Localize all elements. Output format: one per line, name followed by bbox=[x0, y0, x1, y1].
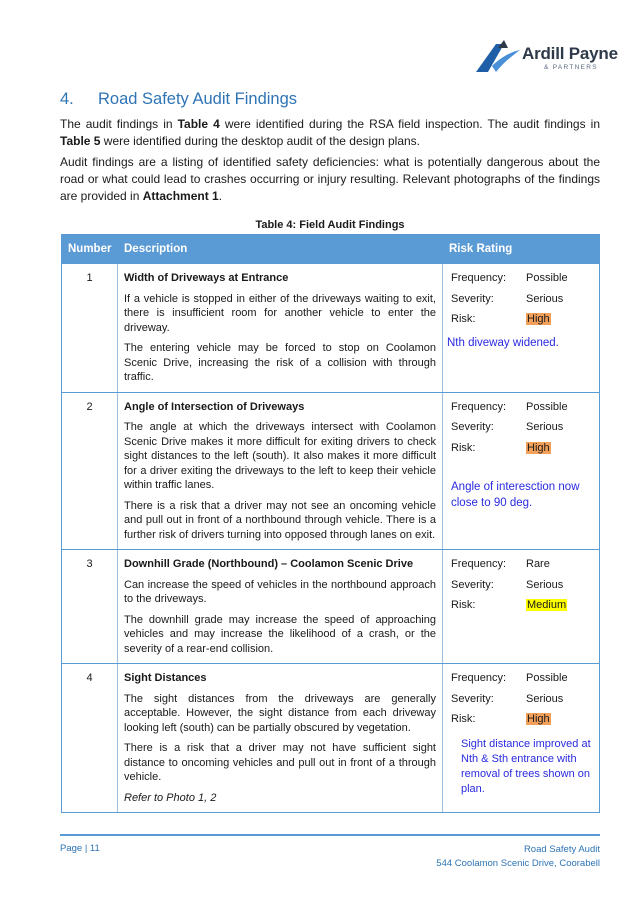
frequency-label: Frequency: bbox=[451, 672, 507, 684]
finding-text: There is a risk that a driver may not have sufficient sight distance to oncoming vehicles and pull out in front of a through vehicle. bbox=[124, 742, 436, 783]
finding-text: The angle at which the driveways intersect with Coolamon Scenic Drive makes it more difficult for exiting drivers to check sight distances to the left (south). It also makes it more difficult for a driver exiting the driveways to the left to keep their vehicle within traffic lanes. bbox=[124, 421, 436, 491]
risk-value-badge: High bbox=[527, 313, 550, 325]
severity-label: Severity: bbox=[451, 292, 494, 305]
risk-line bbox=[451, 712, 593, 733]
risk-line bbox=[451, 312, 593, 333]
risk-line bbox=[451, 598, 593, 619]
severity-label: Severity: bbox=[451, 692, 494, 705]
risk-value-badge: High bbox=[527, 441, 550, 454]
frequency-label: Frequency: bbox=[451, 558, 507, 570]
frequency-label: Frequency: bbox=[451, 400, 507, 413]
risk-value-badge: Medium bbox=[527, 599, 567, 611]
footer-divider bbox=[60, 834, 600, 836]
frequency-label: Frequency: bbox=[451, 272, 507, 284]
company-logo bbox=[474, 38, 618, 74]
table-ref: Table 5 bbox=[60, 134, 101, 148]
section-number: 4. bbox=[60, 90, 74, 108]
severity-line bbox=[451, 578, 593, 599]
footer-address: 544 Coolamon Scenic Drive, Coorabell bbox=[436, 858, 600, 869]
finding-title: Downhill Grade (Northbound) – Coolamon Scenic Drive bbox=[124, 558, 414, 570]
row-number: 1 bbox=[62, 264, 118, 393]
frequency-value: Possible bbox=[526, 400, 568, 413]
table-caption: Table 4: Field Audit Findings bbox=[255, 219, 405, 231]
section-title: Road Safety Audit Findings bbox=[98, 90, 298, 108]
logo-name: Ardill Payne bbox=[522, 44, 618, 63]
intro-text: were identified during the RSA field inspection. The audit findings in bbox=[219, 117, 600, 131]
header-number: Number bbox=[62, 235, 118, 264]
intro-text: . bbox=[218, 189, 223, 203]
finding-title: Width of Driveways at Entrance bbox=[124, 272, 289, 284]
table-row bbox=[62, 392, 600, 550]
finding-text: Can increase the speed of vehicles in the northbound approach to the driveways. bbox=[124, 578, 436, 605]
handwritten-note: Nth diveway widened. bbox=[447, 336, 559, 349]
table-row bbox=[62, 664, 600, 813]
table-row bbox=[62, 264, 600, 393]
table-ref: Table 4 bbox=[177, 117, 220, 131]
row-number: 4 bbox=[62, 664, 118, 813]
frequency-line bbox=[451, 671, 593, 692]
intro-text: The audit findings in bbox=[60, 117, 178, 131]
risk-value-badge: High bbox=[527, 713, 550, 725]
attachment-ref: Attachment 1 bbox=[142, 189, 219, 203]
logo-sub: & PARTNERS bbox=[544, 64, 598, 71]
severity-value: Serious bbox=[526, 692, 564, 705]
finding-text: There is a risk that a driver may not see an oncoming vehicle and pull out in front of a northbound through vehicle. There is a further risk of drivers turning into opposed through lanes on exit. bbox=[124, 499, 436, 541]
severity-value: Serious bbox=[526, 292, 564, 305]
header-risk-rating: Risk Rating bbox=[443, 235, 600, 264]
severity-line bbox=[451, 292, 593, 313]
photo-reference: Refer to Photo 1, 2 bbox=[124, 791, 217, 804]
logo-swoosh-icon bbox=[474, 38, 520, 74]
row-risk-rating bbox=[443, 264, 600, 393]
row-description bbox=[118, 392, 443, 550]
row-risk-rating bbox=[443, 664, 600, 813]
intro-text: were identified during the desktop audit of the design plans. bbox=[100, 134, 421, 148]
risk-label: Risk: bbox=[451, 313, 476, 325]
handwritten-note: Sight distance improved at Nth & Sth entrance with removal of trees shown on plan. bbox=[461, 737, 591, 795]
severity-value: Serious bbox=[526, 421, 564, 433]
finding-text: The sight distances from the driveways are generally acceptable. However, the sight distance from each driveway looking left (south) can be partially obscured by vegetation. bbox=[124, 692, 436, 734]
table-header-row bbox=[62, 235, 600, 264]
finding-title: Sight Distances bbox=[124, 672, 207, 684]
row-description bbox=[118, 264, 443, 393]
frequency-line bbox=[451, 271, 593, 292]
risk-label: Risk: bbox=[451, 441, 476, 454]
finding-text: The downhill grade may increase the speed of approaching vehicles and may increase the likelihood of a crash, or the severity of a rear-end collision. bbox=[124, 613, 436, 655]
risk-label: Risk: bbox=[451, 599, 476, 611]
row-risk-rating bbox=[443, 392, 600, 550]
row-number: 3 bbox=[62, 550, 118, 664]
frequency-line bbox=[451, 557, 593, 578]
footer-info bbox=[436, 843, 600, 871]
table-row bbox=[62, 550, 600, 664]
risk-line bbox=[451, 441, 593, 462]
handwritten-note: Angle of interesction now close to 90 deg. bbox=[451, 481, 580, 509]
frequency-value: Rare bbox=[526, 558, 550, 570]
finding-text: If a vehicle is stopped in either of the driveways waiting to exit, there is insufficient room for another vehicle to enter the driveway. bbox=[124, 292, 436, 334]
section-heading bbox=[60, 90, 297, 109]
intro-paragraph-1 bbox=[60, 116, 600, 150]
finding-title: Angle of Intersection of Driveways bbox=[124, 400, 305, 413]
severity-line bbox=[451, 420, 593, 441]
risk-label: Risk: bbox=[451, 713, 476, 725]
intro-text: Audit findings are a listing of identified safety deficiencies: what is potentially dangerous about the road or what could lead to crashes occurring or injury resulting. Relevant photographs of the findings are provided in bbox=[60, 155, 600, 203]
page-number: Page | 11 bbox=[60, 843, 100, 854]
field-audit-table bbox=[61, 234, 600, 813]
frequency-value: Possible bbox=[526, 272, 568, 284]
finding-text: The entering vehicle may be forced to stop on Coolamon Scenic Drive, increasing the risk of a collision with through traffic. bbox=[124, 342, 436, 383]
severity-value: Serious bbox=[526, 578, 564, 591]
frequency-value: Possible bbox=[526, 672, 568, 684]
row-risk-rating bbox=[443, 550, 600, 664]
footer-doc-title: Road Safety Audit bbox=[523, 844, 600, 855]
header-description: Description bbox=[118, 235, 443, 264]
intro-paragraph-2 bbox=[60, 154, 600, 205]
severity-label: Severity: bbox=[451, 421, 494, 433]
row-description bbox=[118, 550, 443, 664]
row-number: 2 bbox=[62, 392, 118, 550]
severity-label: Severity: bbox=[451, 578, 494, 591]
row-description bbox=[118, 664, 443, 813]
severity-line bbox=[451, 692, 593, 713]
frequency-line bbox=[451, 400, 593, 421]
